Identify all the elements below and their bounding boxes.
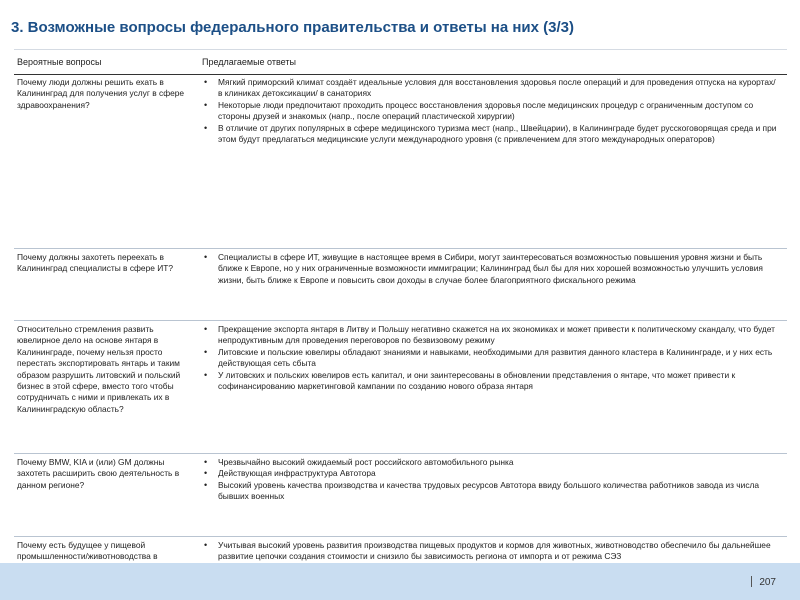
answer-item: • Специалисты в сфере ИТ, живущие в настоящее время в Сибири, могут заинтересоваться возможностью повышения уровня жизни и быть ближе к Европе, но у них ограниченные возможности иммиграции; Калининград был бы для них хорошей возможностью улучшить условия жизни, быть ближе к Европе и повысить свои доходы в случае более благоприятного фискального режима: [202, 252, 782, 286]
answer-list: [202, 324, 782, 392]
header-questions: Вероятные вопросы: [17, 57, 102, 67]
table-row: [14, 453, 787, 537]
question-text: Почему BMW, KIA и (или) GM должны захотеть расширить свою деятельность в данном регионе?: [17, 457, 180, 490]
answer-item: • Чрезвычайно высокий ожидаемый рост российского автомобильного рынка: [202, 457, 782, 468]
question-text: Почему люди должны решить ехать в Калининград для получения услуг в сфере здравоохранения?: [17, 77, 185, 110]
answer-item: • Учитывая высокий уровень развития производства пищевых продуктов и кормов для животных, животноводство обеспечило бы дальнейшее развитие цепочки создания стоимости и снизило бы зависимость региона от импорта и от режима СЭЗ: [202, 540, 782, 563]
answer-item: • Мягкий приморский климат создаёт идеальные условия для восстановления здоровья после операций и для проведения отпуска на курортах/ в клиниках детоксикации/ в санаториях: [202, 77, 782, 100]
page-title: 3. Возможные вопросы федерального правительства и ответы на них (3/3): [11, 19, 575, 36]
table-row: [14, 320, 787, 454]
header-answers: Предлагаемые ответы: [202, 57, 296, 67]
qa-table: [14, 49, 787, 562]
question-text: Почему есть будущее у пищевой промышленности/животноводства в: [17, 540, 158, 562]
table-header: [14, 49, 787, 75]
footer-band: [0, 563, 800, 600]
answer-item: • Действующая инфраструктура Автотора: [202, 468, 782, 479]
answer-item: • Высокий уровень качества производства и качества трудовых ресурсов Автотора ввиду большого количества работников завода из числа бывших военных: [202, 480, 782, 503]
answer-item: • Некоторые люди предпочитают проходить процесс восстановления здоровья после медицинских процедур с ограниченным доступом со стороны друзей и знакомых (напр., после операций пластической хирургии): [202, 100, 782, 123]
table-row: [14, 248, 787, 321]
answer-item: • У литовских и польских ювелиров есть капитал, и они заинтересованы в обновлении представления о янтаре, что может привести к софинансированию маркетинговой кампании по созданию нового образа янтаря: [202, 370, 782, 393]
answer-item: • В отличие от других популярных в сфере медицинского туризма мест (напр., Швейцарии), в Калининграде будет русскоговорящая среда и при этом будут предлагаться медицинские услуги международного уровня (с привлечением для этого международных операторов): [202, 123, 782, 146]
answer-list: [202, 252, 782, 286]
question-text: Почему должны захотеть переехать в Калининград специалисты в сфере ИТ?: [17, 252, 174, 274]
answer-list: [202, 540, 782, 563]
question-text: Относительно стремления развить ювелирное дело на основе янтаря в Калининграде, почему нельзя просто перестать экспортировать янтарь и таким образом разрушить литовский и польский бизнес в этой сфере, вместо того чтобы сотрудничать с ними и привлекать их в Калининградскую область?: [17, 324, 181, 414]
page-number-text: 207: [759, 577, 776, 588]
answer-list: [202, 457, 782, 503]
page-number: [751, 576, 776, 588]
answer-item: • Прекращение экспорта янтаря в Литву и Польшу негативно скажется на их экономиках и может привести к политическому скандалу, что будет непродуктивным для проведения переговоров по безвизовому режиму: [202, 324, 782, 347]
answer-item: • Литовские и польские ювелиры обладают знаниями и навыками, необходимыми для развития данного кластера в Калининграде, и у них есть действующая сеть сбыта: [202, 347, 782, 370]
answer-list: [202, 77, 782, 145]
page-number-divider: [751, 576, 752, 587]
table-row: [14, 73, 787, 249]
